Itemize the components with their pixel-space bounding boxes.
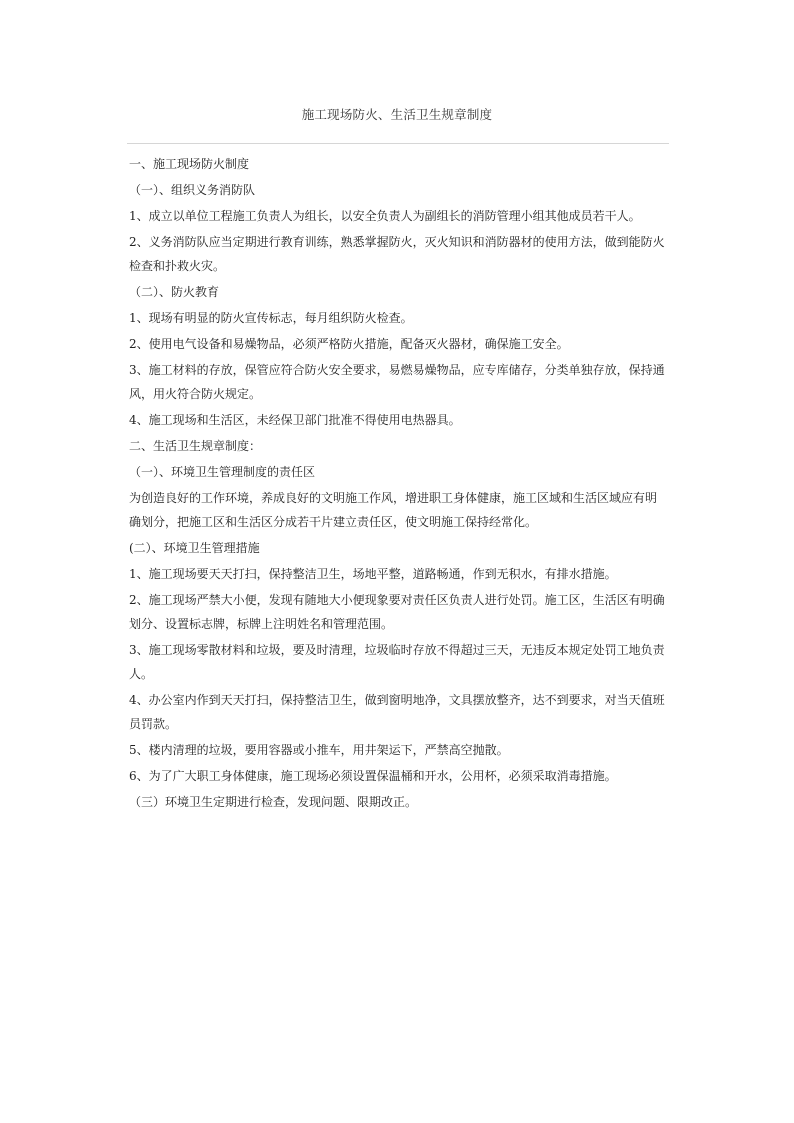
title-divider (127, 143, 669, 144)
subsection-heading: (二）、环境卫生管理措施 (129, 541, 260, 555)
document-title: 施工现场防火、生活卫生规章制度 (301, 107, 493, 122)
paragraph: 4、施工现场和生活区，未经保卫部门批准不得使用电热器具。 (129, 413, 461, 427)
document-body (129, 152, 667, 816)
paragraph: 为创造良好的工作环境，养成良好的文明施工作风，增进职工身体健康，施工区域和生活区域应有明确划分，把施工区和生活区分成若干片建立责任区，使文明施工保持经常化。 (129, 491, 658, 529)
paragraph: 1、施工现场要天天打扫，保持整洁卫生，场地平整，道路畅通，作到无积水，有排水措施。 (129, 567, 617, 581)
paragraph: 5、楼内清理的垃圾，要用容器或小推车，用井架运下，严禁高空抛散。 (129, 743, 509, 757)
paragraph: （三）环境卫生定期进行检查，发现问题、限期改正。 (129, 795, 418, 809)
paragraph: 6、为了广大职工身体健康，施工现场必须设置保温桶和开水，公用杯，必须采取消毒措施。 (129, 769, 617, 783)
paragraph: 4、办公室内作到天天打扫，保持整洁卫生，做到窗明地净，文具摆放整齐，达不到要求，对当天值班员罚款。 (129, 693, 665, 731)
section-heading-hygiene: 二、生活卫生规章制度： (129, 439, 262, 453)
subsection-heading: （一）、环境卫生管理制度的责任区 (129, 465, 316, 479)
paragraph: 3、施工材料的存放，保管应符合防火安全要求，易燃易燥物品，应专库储存，分类单独存放，保持通风，用火符合防火规定。 (129, 363, 665, 401)
subsection-heading: （二）、防火教育 (129, 285, 220, 299)
section-heading-fire: 一、施工现场防火制度 (129, 157, 250, 171)
paragraph: 1、成立以单位工程施工负责人为组长，以安全负责人为副组长的消防管理小组其他成员若干人。 (129, 209, 641, 223)
paragraph: 1、现场有明显的防火宣传标志，每月组织防火检查。 (129, 311, 413, 325)
paragraph: 2、使用电气设备和易燥物品，必须严格防火措施，配备灭火器材，确保施工安全。 (129, 337, 569, 351)
paragraph: 2、施工现场严禁大小便，发现有随地大小便现象要对责任区负责人进行处罚。施工区，生活区有明确划分、设置标志牌，标牌上注明姓名和管理范围。 (129, 593, 665, 631)
paragraph: 3、施工现场零散材料和垃圾，要及时清理，垃圾临时存放不得超过三天，无违反本规定处罚工地负责人。 (129, 643, 665, 681)
subsection-heading: （一）、组织义务消防队 (129, 183, 256, 197)
paragraph: 2、义务消防队应当定期进行教育训练，熟悉掌握防火，灭火知识和消防器材的使用方法，做到能防火检查和扑救火灾。 (129, 235, 665, 273)
